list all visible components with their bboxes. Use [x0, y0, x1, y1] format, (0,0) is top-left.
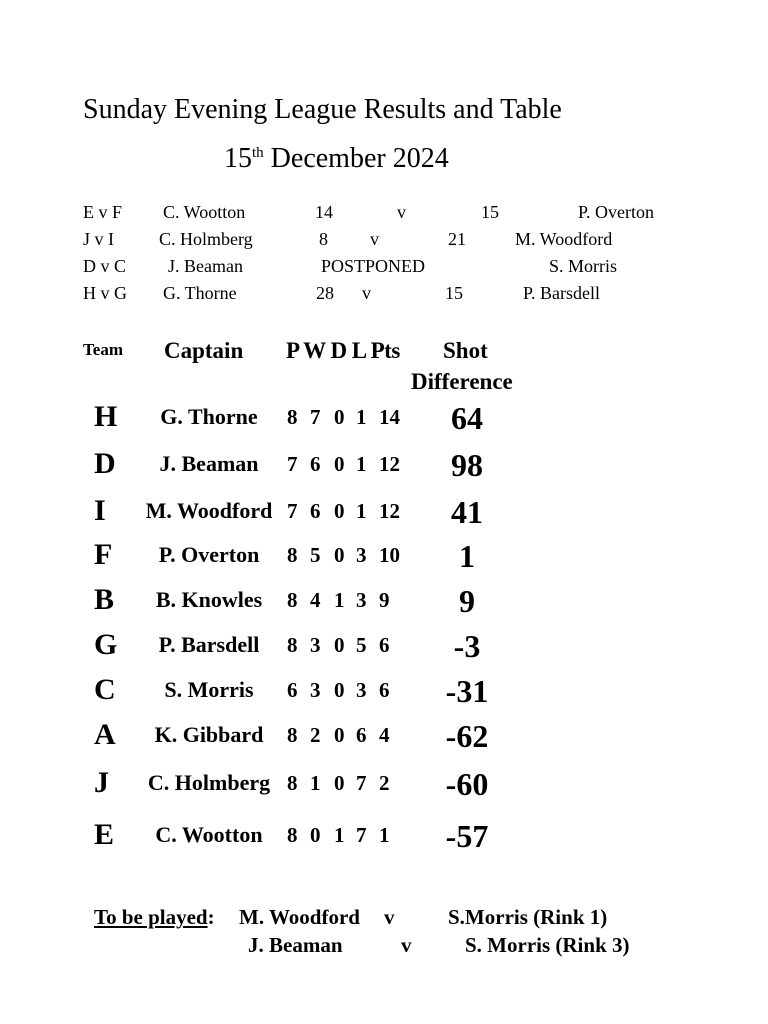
- result-away: S. Morris: [549, 256, 618, 276]
- cell-p: 8: [287, 543, 298, 567]
- cell-captain: J. Beaman: [159, 451, 259, 476]
- table-row: [0, 818, 768, 864]
- cell-l: 1: [356, 452, 367, 476]
- cell-diff: -60: [445, 766, 489, 802]
- cell-captain: G. Thorne: [160, 404, 258, 429]
- cell-pts: 6: [379, 633, 390, 657]
- header-captain: Captain: [164, 338, 244, 363]
- cell-p: 8: [287, 633, 298, 657]
- cell-w: 4: [310, 588, 321, 612]
- cell-pts: 14: [379, 405, 400, 429]
- cell-l: 5: [356, 633, 367, 657]
- result-status: POSTPONED: [321, 256, 426, 276]
- result-away: P. Barsdell: [523, 283, 601, 303]
- cell-d: 1: [334, 823, 345, 847]
- cell-w: 6: [310, 499, 321, 523]
- cell-l: 7: [356, 771, 367, 795]
- cell-l: 1: [356, 499, 367, 523]
- date-rest: December 2024: [270, 143, 449, 174]
- cell-p: 7: [287, 452, 298, 476]
- cell-l: 3: [356, 588, 367, 612]
- cell-captain: K. Gibbard: [154, 722, 264, 747]
- header-team: Team: [83, 340, 123, 359]
- result-away-score: 21: [448, 229, 466, 249]
- cell-l: 6: [356, 723, 367, 747]
- cell-pts: 10: [379, 543, 400, 567]
- cell-w: 3: [310, 633, 321, 657]
- cell-d: 0: [334, 405, 345, 429]
- cell-p: 8: [287, 771, 298, 795]
- cell-d: 0: [334, 771, 345, 795]
- cell-team: A: [94, 718, 116, 751]
- cell-pts: 12: [379, 452, 400, 476]
- fixture-v: v: [401, 933, 412, 957]
- cell-captain: P. Barsdell: [158, 632, 260, 657]
- cell-team: B: [94, 583, 115, 616]
- cell-p: 8: [287, 588, 298, 612]
- fixture-away: S.Morris (Rink 1): [448, 905, 608, 929]
- cell-pts: 6: [379, 678, 390, 702]
- cell-captain: C. Holmberg: [147, 770, 271, 795]
- result-v: v: [370, 229, 379, 249]
- cell-team: D: [94, 447, 116, 480]
- cell-p: 6: [287, 678, 298, 702]
- cell-team: J: [94, 766, 109, 799]
- result-match: D v C: [83, 256, 127, 276]
- cell-w: 3: [310, 678, 321, 702]
- date-suffix: th: [252, 145, 264, 161]
- cell-team: G: [94, 628, 118, 661]
- cell-pts: 1: [379, 823, 390, 847]
- fixture-home: J. Beaman: [248, 933, 343, 957]
- result-away-score: 15: [481, 202, 499, 222]
- cell-diff: 9: [459, 583, 475, 619]
- table-row: [0, 718, 768, 764]
- cell-d: 0: [334, 633, 345, 657]
- result-home-score: 28: [316, 283, 334, 303]
- result-match: H v G: [83, 283, 127, 303]
- result-away: M. Woodford: [515, 229, 613, 249]
- cell-d: 0: [334, 499, 345, 523]
- fixture-v: v: [384, 905, 395, 929]
- table-row: [0, 673, 768, 719]
- fixture-away: S. Morris (Rink 3): [465, 933, 630, 957]
- cell-pts: 12: [379, 499, 400, 523]
- cell-pts: 9: [379, 588, 390, 612]
- cell-team: I: [94, 494, 106, 527]
- cell-team: H: [94, 400, 118, 433]
- cell-diff: 98: [451, 447, 483, 483]
- table-row: [0, 628, 768, 674]
- cell-d: 0: [334, 723, 345, 747]
- cell-l: 7: [356, 823, 367, 847]
- result-home: C. Wootton: [163, 202, 246, 222]
- table-row: [0, 538, 768, 584]
- result-away-score: 15: [445, 283, 463, 303]
- result-match: E v F: [83, 202, 123, 222]
- cell-team: F: [94, 538, 113, 571]
- cell-l: 3: [356, 543, 367, 567]
- cell-captain: P. Overton: [158, 542, 260, 567]
- cell-d: 0: [334, 452, 345, 476]
- result-home-score: 8: [319, 229, 328, 249]
- page-title: Sunday Evening League Results and Table: [83, 94, 562, 125]
- cell-w: 0: [310, 823, 321, 847]
- header-shot: Shot: [443, 338, 488, 363]
- result-home-score: 14: [315, 202, 333, 222]
- header-difference: Difference: [411, 369, 513, 394]
- cell-pts: 2: [379, 771, 390, 795]
- cell-captain: S. Morris: [164, 677, 254, 702]
- cell-diff: 64: [451, 400, 483, 436]
- result-home: J. Beaman: [168, 256, 243, 276]
- cell-w: 5: [310, 543, 321, 567]
- cell-l: 3: [356, 678, 367, 702]
- cell-captain: C. Wootton: [155, 822, 263, 847]
- cell-team: E: [94, 818, 115, 851]
- cell-diff: -62: [445, 718, 489, 754]
- cell-p: 8: [287, 405, 298, 429]
- result-home: G. Thorne: [163, 283, 237, 303]
- cell-d: 0: [334, 678, 345, 702]
- cell-p: 8: [287, 823, 298, 847]
- result-home: C. Holmberg: [159, 229, 253, 249]
- table-row: [0, 766, 768, 812]
- cell-diff: -3: [453, 628, 481, 664]
- table-row: [0, 583, 768, 629]
- fixture-home: M. Woodford: [239, 905, 360, 929]
- cell-w: 7: [310, 405, 321, 429]
- cell-diff: -57: [445, 818, 489, 854]
- cell-l: 1: [356, 405, 367, 429]
- fixtures-label-text: To be played: [94, 905, 208, 929]
- cell-w: 2: [310, 723, 321, 747]
- cell-d: 0: [334, 543, 345, 567]
- cell-captain: B. Knowles: [155, 587, 263, 612]
- cell-captain: M. Woodford: [145, 498, 273, 523]
- result-v: v: [397, 202, 406, 222]
- cell-team: C: [94, 673, 116, 706]
- result-match: J v I: [83, 229, 114, 249]
- cell-diff: -31: [445, 673, 489, 709]
- cell-pts: 4: [379, 723, 390, 747]
- table-row: [0, 447, 768, 493]
- cell-p: 8: [287, 723, 298, 747]
- table-row: [0, 400, 768, 446]
- cell-diff: 41: [451, 494, 483, 530]
- cell-diff: 1: [459, 538, 475, 574]
- date-day: 15: [224, 143, 252, 174]
- table-row: [0, 494, 768, 540]
- report-date: [224, 143, 449, 175]
- cell-d: 1: [334, 588, 345, 612]
- result-away: P. Overton: [578, 202, 654, 222]
- cell-w: 1: [310, 771, 321, 795]
- cell-w: 6: [310, 452, 321, 476]
- result-v: v: [362, 283, 371, 303]
- cell-p: 7: [287, 499, 298, 523]
- header-pwdl-pts: P W D L Pts: [286, 338, 400, 363]
- fixtures-label: [94, 905, 215, 930]
- fixtures-label-colon: :: [207, 905, 215, 929]
